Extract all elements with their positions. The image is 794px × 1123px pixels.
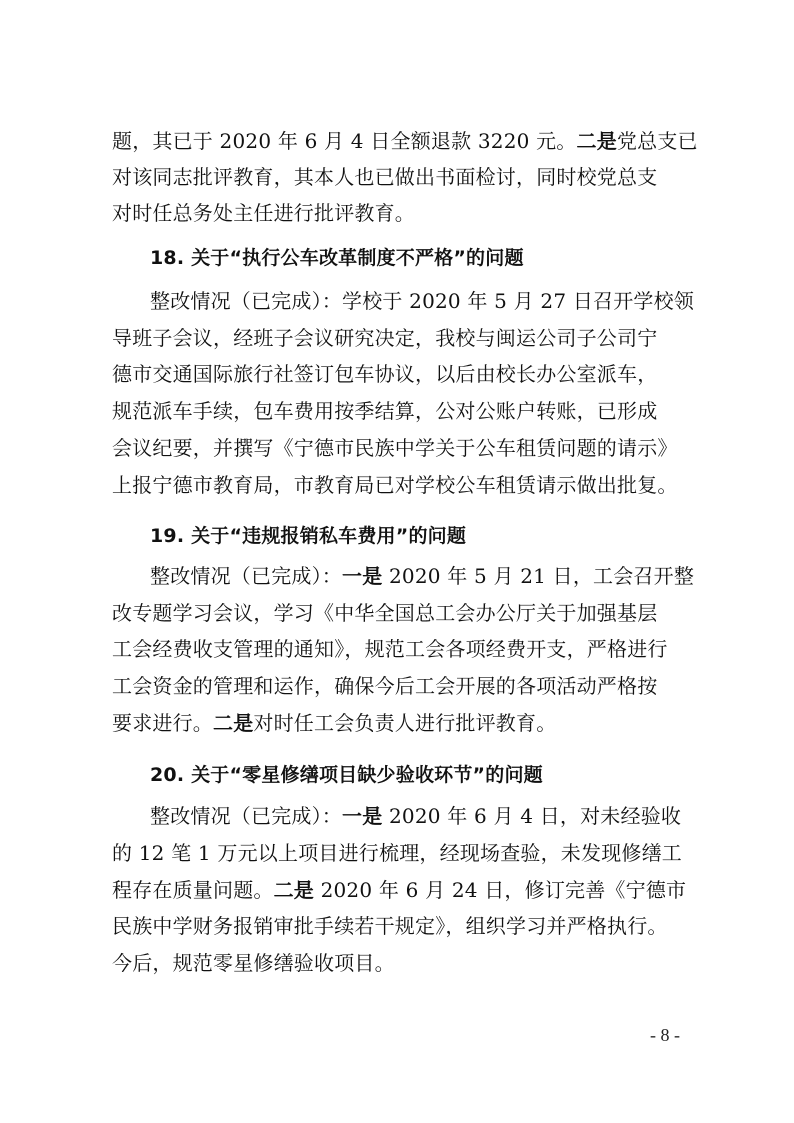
text-segment: 今后，规范零星修缮验收项目。 <box>112 951 395 975</box>
text-segment: 会议纪要，并撰写《宁德市民族中学关于公车租赁问题的请示》 <box>112 436 678 460</box>
paragraph-line <box>112 840 692 866</box>
text-segment: 工会经费收支管理的通知》，规范工会各项经费开支，严格进行 <box>112 637 668 661</box>
text-segment: 规范派车手续，包车费用按季结算，公对公账户转账，已形成 <box>112 399 658 423</box>
emphasis-text: 二是 <box>273 878 315 902</box>
paragraph-line <box>150 563 730 589</box>
paragraph-line <box>112 398 692 424</box>
paragraph-line <box>112 600 692 626</box>
text-segment: 18. 关于“执行公车改革制度不严格”的问题 <box>150 247 524 269</box>
paragraph-line <box>112 636 692 662</box>
section-heading <box>150 762 730 788</box>
text-segment: 上报宁德市教育局，市教育局已对学校公车租赁请示做出批复。 <box>112 473 678 497</box>
paragraph-line <box>112 913 692 939</box>
text-segment: 改专题学习会议，学习《中华全国总工会办公厅关于加强基层 <box>112 601 658 625</box>
paragraph-line <box>112 361 692 387</box>
text-segment: 程存在质量问题。 <box>112 878 274 902</box>
text-segment: 整改情况（已完成）：学校于 2020 年 5 月 27 日召开学校领 <box>150 289 695 313</box>
text-segment: 2020 年 6 月 24 日，修订完善《宁德市 <box>314 878 687 902</box>
text-segment: 要求进行。 <box>112 711 213 735</box>
text-segment: 的 12 笔 1 万元以上项目进行梳理，经现场查验，未发现修缮工 <box>112 841 683 865</box>
emphasis-text: 一是 <box>342 804 383 828</box>
paragraph-line <box>150 803 730 829</box>
section-heading <box>150 523 730 549</box>
text-segment: 整改情况（已完成）： <box>150 804 342 828</box>
text-segment: 2020 年 5 月 21 日，工会召开整 <box>382 564 695 588</box>
emphasis-text: 一是 <box>342 564 383 588</box>
paragraph-line <box>112 435 692 461</box>
text-segment: 民族中学财务报销审批手续若干规定》，组织学习并严格执行。 <box>112 914 668 938</box>
paragraph-line <box>112 325 692 351</box>
paragraph-line <box>112 877 692 903</box>
text-segment: 对时任工会负责人进行批评教育。 <box>253 711 557 735</box>
page-number: - 8 - <box>650 1025 680 1045</box>
text-segment: 20. 关于“零星修缮项目缺少验收环节”的问题 <box>150 764 543 786</box>
paragraph-line <box>112 673 692 699</box>
paragraph-line <box>112 710 692 736</box>
text-segment: 德市交通国际旅行社签订包车协议，以后由校长办公室派车， <box>112 362 658 386</box>
paragraph-line <box>112 950 692 976</box>
paragraph-line <box>150 288 730 314</box>
text-segment: 导班子会议，经班子会议研究决定，我校与闽运公司子公司宁 <box>112 326 658 350</box>
text-segment: 整改情况（已完成）： <box>150 564 342 588</box>
emphasis-text: 二是 <box>576 129 617 153</box>
text-segment: 19. 关于“违规报销私车费用”的问题 <box>150 525 467 547</box>
text-segment: 对该同志批评教育，其本人也已做出书面检讨，同时校党总支 <box>112 165 658 189</box>
text-segment: 党总支已 <box>616 129 698 153</box>
paragraph-line <box>112 128 698 154</box>
text-segment: 工会资金的管理和运作，确保今后工会开展的各项活动严格按 <box>112 674 658 698</box>
paragraph-line <box>112 472 692 498</box>
paragraph-line <box>112 164 692 190</box>
section-heading <box>150 245 730 271</box>
text-segment: 对时任总务处主任进行批评教育。 <box>112 201 415 225</box>
emphasis-text: 二是 <box>213 711 254 735</box>
paragraph-line <box>112 200 692 226</box>
text-segment: 2020 年 6 月 4 日，对未经验收 <box>382 804 682 828</box>
text-segment: 题，其已于 2020 年 6 月 4 日全额退款 3220 元。 <box>112 129 577 153</box>
